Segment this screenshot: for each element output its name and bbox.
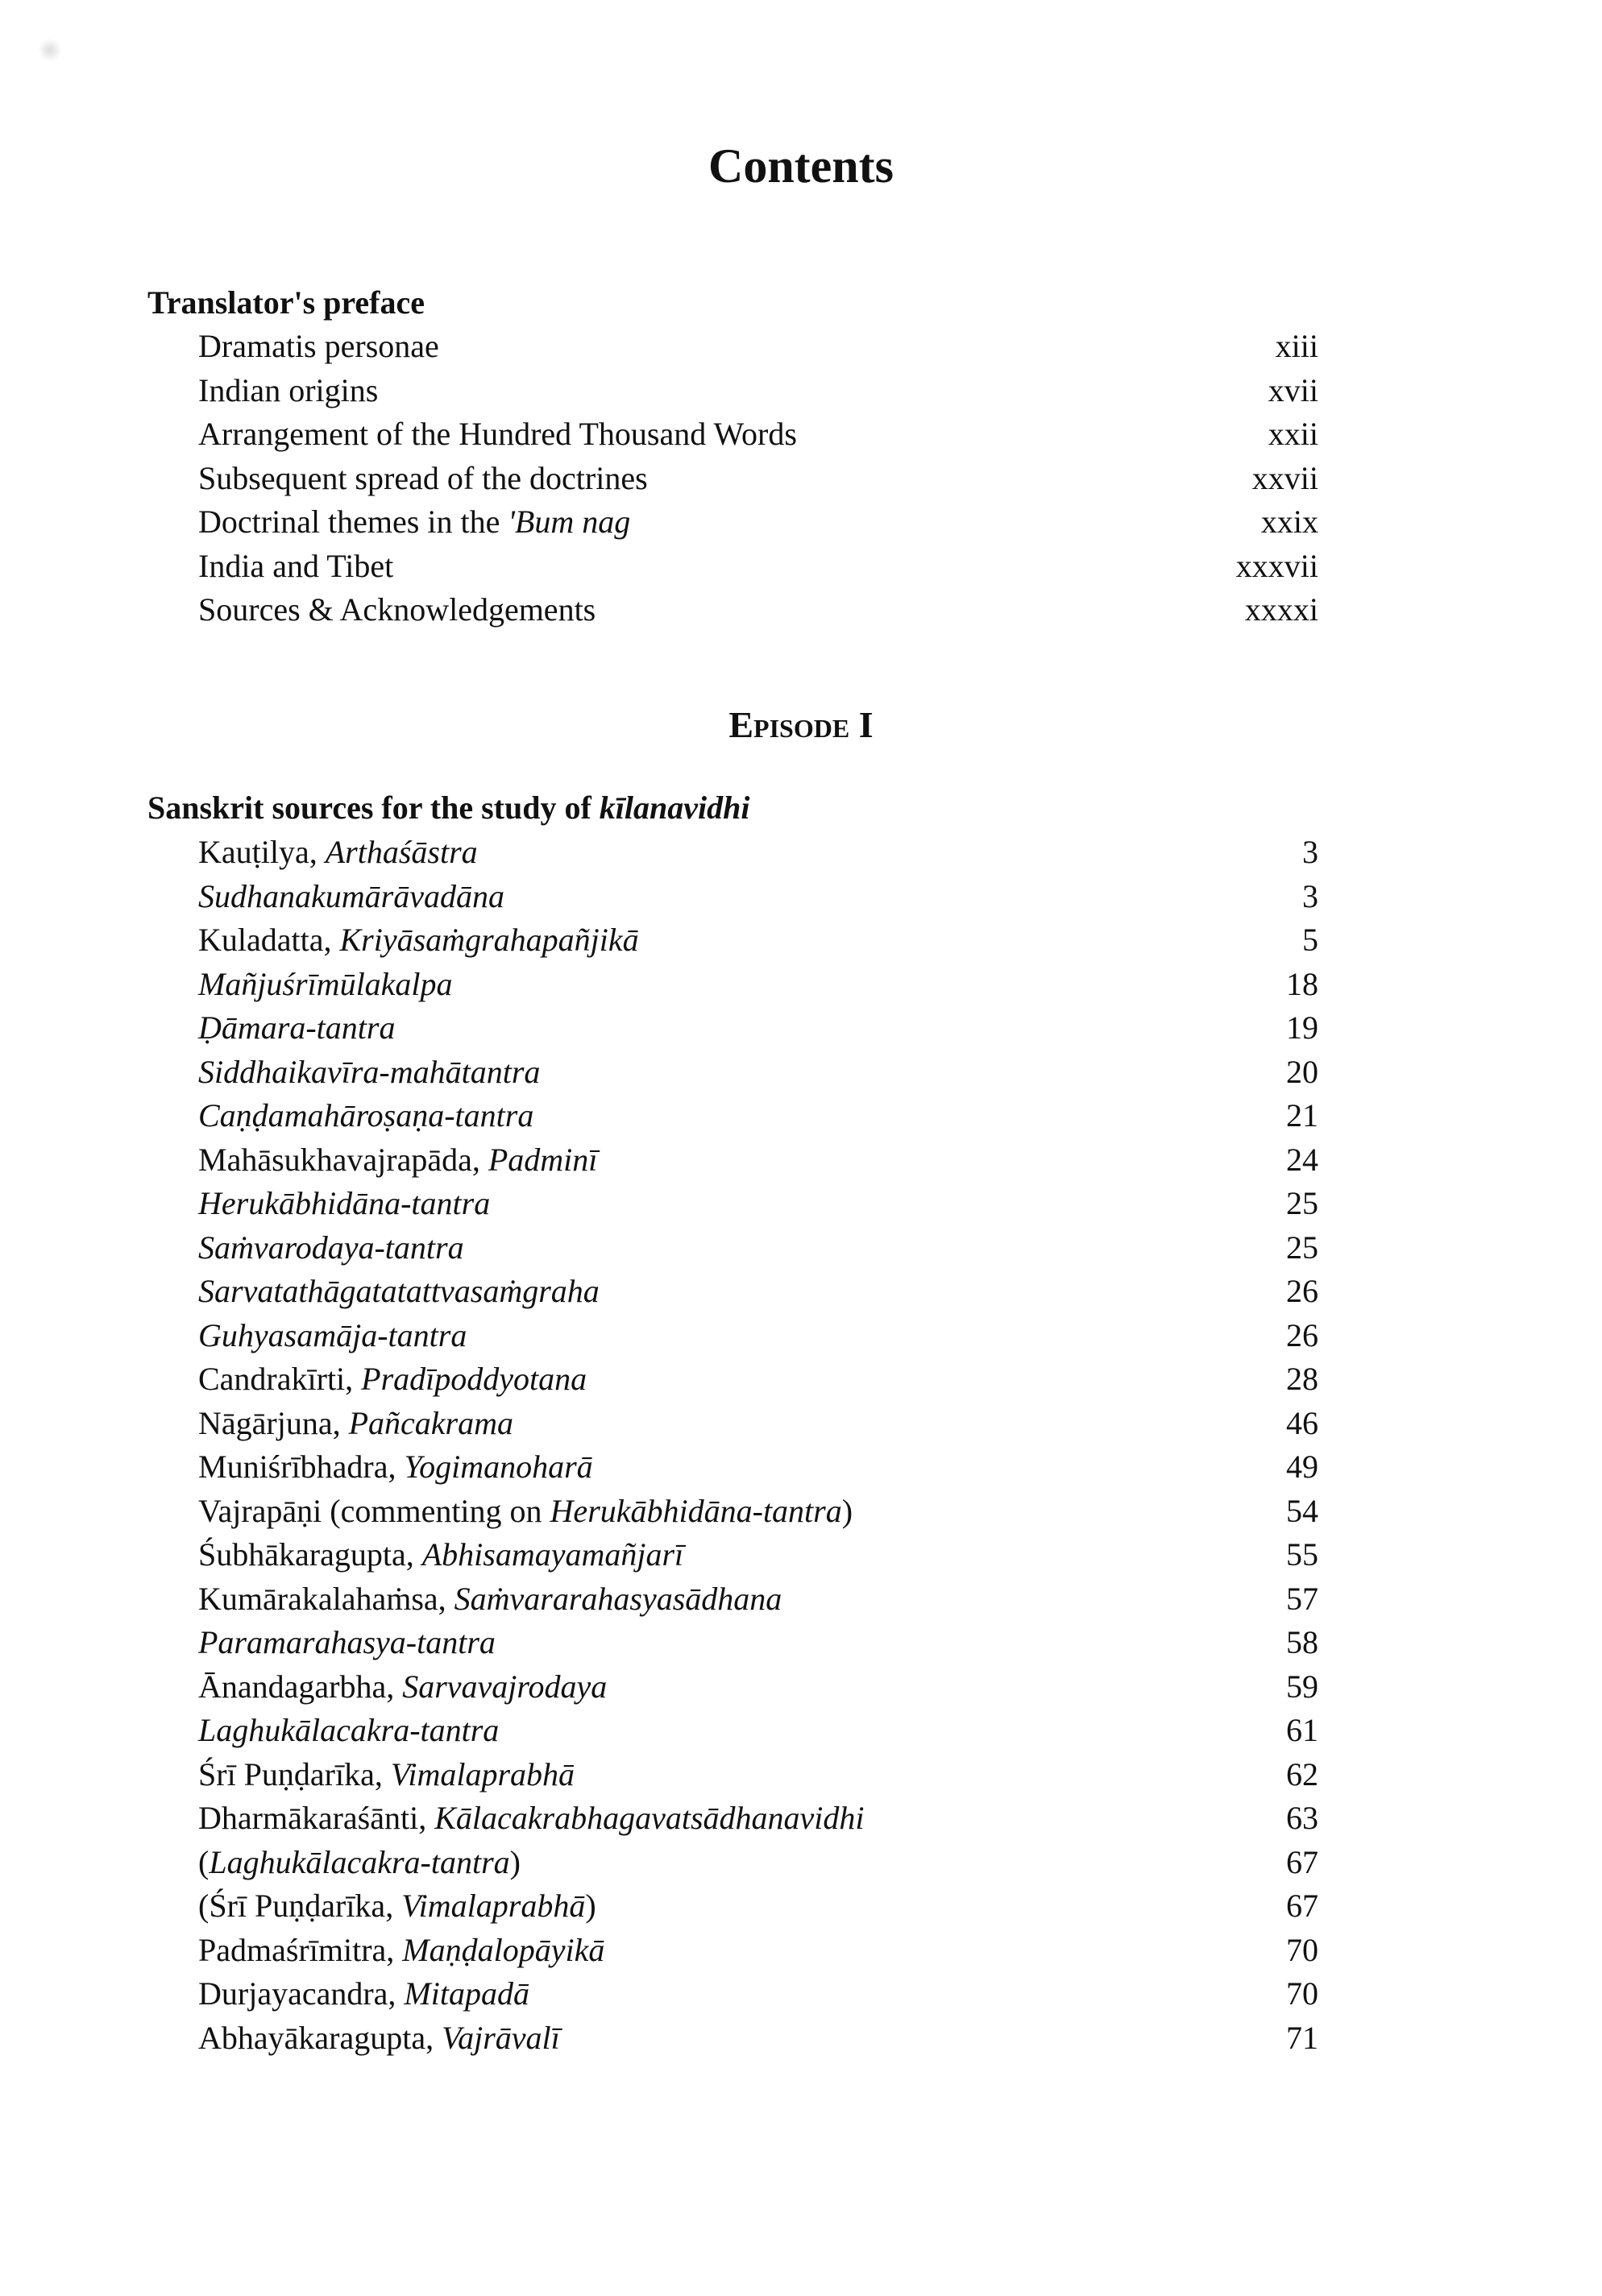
toc-entry xyxy=(198,1051,1318,1095)
entry-page-number: 58 xyxy=(1286,1624,1318,1660)
entry-page-number: xxxxi xyxy=(1244,591,1318,628)
toc-entry xyxy=(198,1094,1318,1138)
toc-entry xyxy=(198,1182,1318,1226)
toc-entry xyxy=(198,831,1318,875)
toc-entry xyxy=(198,1314,1318,1358)
toc-entry xyxy=(198,1753,1318,1797)
entry-label: Muniśrībhadra, Yogimanoharā xyxy=(198,1448,593,1485)
entry-page-number: 54 xyxy=(1286,1492,1318,1529)
entry-label: India and Tibet xyxy=(198,547,394,584)
entry-label: Śubhākaragupta, Abhisamayamañjarī xyxy=(198,1536,684,1573)
toc-entry xyxy=(198,1665,1318,1710)
entry-page-number: 63 xyxy=(1286,1800,1318,1836)
toc-entry xyxy=(198,412,1318,457)
entry-label: Sarvatathāgatatattvasaṁgraha xyxy=(198,1273,600,1309)
entry-label: Candrakīrti, Pradīpoddyotana xyxy=(198,1361,587,1397)
entry-label: Saṁvarodaya-tantra xyxy=(198,1229,464,1266)
toc-entry xyxy=(198,1709,1318,1753)
entry-page-number: xxxvii xyxy=(1235,547,1318,584)
entry-page-number: 28 xyxy=(1286,1361,1318,1397)
entry-page-number: 59 xyxy=(1286,1668,1318,1705)
entry-page-number: 46 xyxy=(1286,1404,1318,1441)
entry-page-number: xvii xyxy=(1268,371,1318,408)
toc-entry xyxy=(198,875,1318,919)
entry-label: Dharmākaraśānti, Kālacakrabhagavatsādhanavidhi xyxy=(198,1800,865,1836)
page-title: Contents xyxy=(708,139,894,193)
toc-entry xyxy=(198,325,1318,369)
entry-label: Doctrinal themes in the 'Bum nag xyxy=(198,504,631,540)
entry-label: (Śrī Puṇḍarīka, Vimalaprabhā) xyxy=(198,1888,596,1924)
episode-heading: Episode I xyxy=(728,704,874,745)
entry-label: Herukābhidāna-tantra xyxy=(198,1185,491,1221)
toc-entry xyxy=(198,1841,1318,1885)
entry-page-number: 62 xyxy=(1286,1755,1318,1792)
entry-label: Mahāsukhavajrapāda, Padminī xyxy=(198,1141,598,1178)
entry-page-number: 5 xyxy=(1302,922,1318,958)
entry-page-number: 25 xyxy=(1286,1229,1318,1266)
entry-page-number: xxix xyxy=(1260,504,1318,540)
entry-page-number: 20 xyxy=(1286,1053,1318,1090)
entry-page-number: 25 xyxy=(1286,1185,1318,1221)
toc-entry xyxy=(198,500,1318,545)
entry-label: (Laghukālacakra-tantra) xyxy=(198,1843,521,1880)
toc-entry xyxy=(198,1357,1318,1402)
preface-toc xyxy=(198,325,1318,632)
toc-entry xyxy=(198,1270,1318,1314)
entry-page-number: 71 xyxy=(1286,2019,1318,2056)
entry-page-number: 70 xyxy=(1286,1931,1318,1968)
entry-label: Sources & Acknowledgements xyxy=(198,591,596,628)
entry-label: Padmaśrīmitra, Maṇḍalopāyikā xyxy=(198,1931,605,1968)
toc-entry xyxy=(198,1929,1318,1973)
entry-page-number: 67 xyxy=(1286,1888,1318,1924)
toc-entry xyxy=(198,1490,1318,1534)
toc-entry xyxy=(198,1621,1318,1665)
entry-page-number: xxii xyxy=(1268,416,1318,452)
entry-page-number: xxvii xyxy=(1251,459,1318,496)
entry-label: Caṇḍamahāroṣaṇa-tantra xyxy=(198,1097,534,1133)
toc-entry xyxy=(198,963,1318,1007)
entry-page-number: 21 xyxy=(1286,1097,1318,1133)
entry-page-number: 19 xyxy=(1286,1009,1318,1046)
entry-label: Kuladatta, Kriyāsaṁgrahapañjikā xyxy=(198,922,639,958)
entry-page-number: 24 xyxy=(1286,1141,1318,1178)
toc-entry xyxy=(198,1577,1318,1622)
toc-entry xyxy=(198,1138,1318,1183)
toc-entry xyxy=(198,369,1318,413)
entry-page-number: 70 xyxy=(1286,1975,1318,2012)
preface-heading: Translator's preface xyxy=(147,284,425,321)
entry-page-number: 61 xyxy=(1286,1712,1318,1748)
entry-label: Kumārakalahaṁsa, Saṁvararahasyasādhana xyxy=(198,1580,782,1617)
entry-label: Siddhaikavīra-mahātantra xyxy=(198,1053,541,1090)
entry-page-number: 18 xyxy=(1286,965,1318,1002)
entry-label: Ḍāmara-tantra xyxy=(198,1009,396,1046)
entry-label: Vajrapāṇi (commenting on Herukābhidāna-tantra) xyxy=(198,1492,853,1529)
entry-label: Abhayākaragupta, Vajrāvalī xyxy=(198,2019,560,2056)
entry-label: Guhyasamāja-tantra xyxy=(198,1316,467,1353)
toc-entry xyxy=(198,1445,1318,1490)
entry-page-number: 3 xyxy=(1302,834,1318,870)
entry-page-number: 3 xyxy=(1302,877,1318,914)
entry-page-number: 26 xyxy=(1286,1273,1318,1309)
entry-label: Śrī Puṇḍarīka, Vimalaprabhā xyxy=(198,1755,575,1792)
entry-label: Laghukālacakra-tantra xyxy=(198,1712,500,1748)
entry-label: Subsequent spread of the doctrines xyxy=(198,459,648,496)
entry-page-number: 49 xyxy=(1286,1448,1318,1485)
toc-entry xyxy=(198,1533,1318,1577)
toc-entry xyxy=(198,545,1318,589)
entry-label: Indian origins xyxy=(198,371,379,408)
entry-label: Sudhanakumārāvadāna xyxy=(198,877,504,914)
paper-speck xyxy=(34,39,66,61)
toc-entry xyxy=(198,2016,1318,2061)
toc-entry xyxy=(198,1972,1318,2016)
entry-label: Ānandagarbha, Sarvavajrodaya xyxy=(198,1668,608,1705)
toc-entry xyxy=(198,457,1318,501)
entry-page-number: 67 xyxy=(1286,1843,1318,1880)
toc-entry xyxy=(198,1402,1318,1446)
toc-entry xyxy=(198,1006,1318,1051)
toc-entry xyxy=(198,1797,1318,1841)
sanskrit-sources-heading: Sanskrit sources for the study of kīlanavidhi xyxy=(147,790,750,826)
entry-label: Nāgārjuna, Pañcakrama xyxy=(198,1404,513,1441)
entry-page-number: 57 xyxy=(1286,1580,1318,1617)
entry-label: Arrangement of the Hundred Thousand Words xyxy=(198,416,797,452)
toc-entry xyxy=(198,588,1318,632)
entry-label: Paramarahasya-tantra xyxy=(198,1624,496,1660)
entry-label: Kauṭilya, Arthaśāstra xyxy=(198,834,478,870)
entry-label: Mañjuśrīmūlakalpa xyxy=(198,965,453,1002)
entry-label: Durjayacandra, Mitapadā xyxy=(198,1975,529,2012)
entry-page-number: 55 xyxy=(1286,1536,1318,1573)
entry-page-number: xiii xyxy=(1275,328,1318,364)
toc-entry xyxy=(198,1884,1318,1929)
sanskrit-toc xyxy=(198,831,1318,2060)
toc-entry xyxy=(198,918,1318,963)
entry-label: Dramatis personae xyxy=(198,328,439,364)
toc-entry xyxy=(198,1226,1318,1270)
entry-page-number: 26 xyxy=(1286,1316,1318,1353)
